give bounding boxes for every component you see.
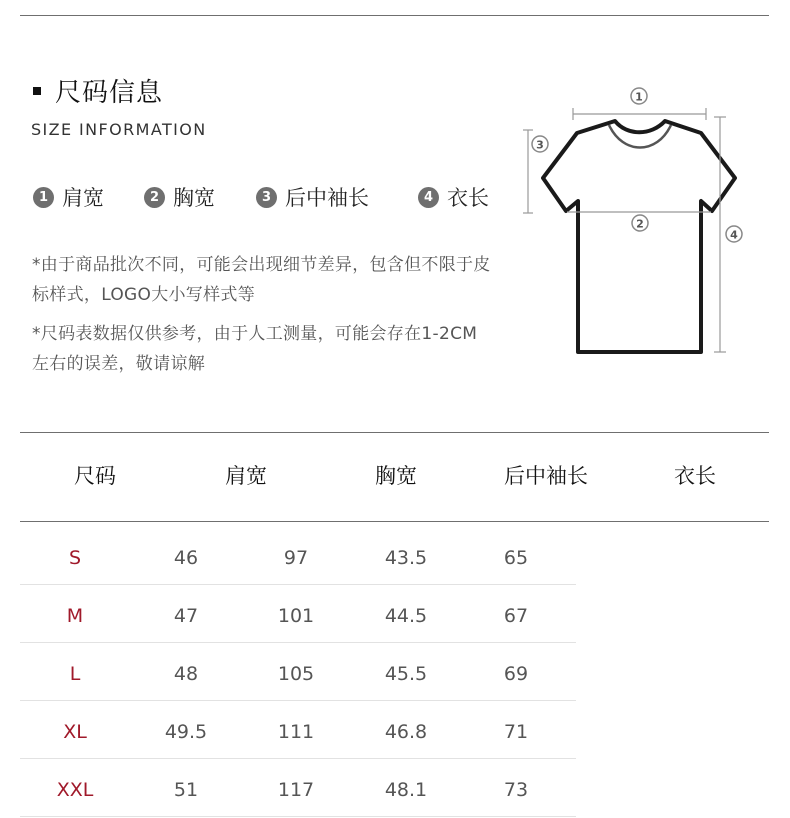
tshirt-outline-icon bbox=[543, 121, 735, 352]
svg-text:1: 1 bbox=[635, 90, 643, 104]
table-cell: 47 bbox=[173, 605, 199, 627]
table-cell: 69 bbox=[503, 663, 529, 685]
table-cell: 65 bbox=[503, 547, 529, 569]
table-top-divider bbox=[20, 432, 769, 433]
table-cell: 71 bbox=[503, 721, 529, 743]
marker-3-icon: 3 bbox=[256, 187, 277, 208]
table-cell: 111 bbox=[277, 721, 315, 743]
disclaimer-measurement: *尺码表数据仅供参考，由于人工测量，可能会存在1-2CM左右的误差，敬请谅解 bbox=[32, 324, 478, 374]
diagram-marker-2 bbox=[632, 215, 648, 231]
marker-2-icon: 2 bbox=[144, 187, 165, 208]
table-cell: 48.1 bbox=[384, 779, 428, 801]
table-cell: 67 bbox=[503, 605, 529, 627]
legend-label: 衣长 bbox=[447, 186, 489, 210]
diagram-marker-1 bbox=[631, 88, 647, 104]
table-row bbox=[20, 759, 576, 817]
marker-4-icon: 4 bbox=[418, 187, 439, 208]
marker-1-icon: 1 bbox=[33, 187, 54, 208]
legend-label: 胸宽 bbox=[173, 186, 215, 210]
table-cell: 43.5 bbox=[384, 547, 428, 569]
section-title bbox=[33, 72, 163, 109]
size-cell: L bbox=[69, 663, 81, 685]
table-cell: 45.5 bbox=[384, 663, 428, 685]
table-cell: 51 bbox=[173, 779, 199, 801]
svg-text:3: 3 bbox=[536, 138, 544, 152]
square-bullet-icon bbox=[33, 87, 41, 95]
tshirt-measurement-diagram bbox=[515, 80, 775, 370]
table-cell: 97 bbox=[283, 547, 309, 569]
table-row bbox=[20, 585, 576, 643]
legend-label: 后中袖长 bbox=[285, 186, 369, 210]
legend-item-chest bbox=[144, 182, 215, 212]
header-size: 尺码 bbox=[74, 464, 116, 488]
size-cell: XXL bbox=[56, 779, 94, 801]
table-row bbox=[20, 701, 576, 759]
disclaimer-batch: *由于商品批次不同，可能会出现细节差异，包含但不限于皮标样式，LOGO大小写样式等 bbox=[32, 255, 491, 305]
legend-item-shoulder bbox=[33, 182, 104, 212]
legend-label: 肩宽 bbox=[62, 186, 104, 210]
diagram-marker-4 bbox=[726, 226, 742, 242]
table-cell: 105 bbox=[277, 663, 315, 685]
table-cell: 44.5 bbox=[384, 605, 428, 627]
table-cell: 49.5 bbox=[164, 721, 208, 743]
table-header-divider bbox=[20, 521, 769, 522]
header-chest: 胸宽 bbox=[375, 464, 417, 488]
legend-item-sleeve bbox=[256, 182, 369, 212]
diagram-marker-3 bbox=[532, 136, 548, 152]
size-cell: XL bbox=[63, 721, 87, 743]
legend-item-length bbox=[418, 182, 489, 212]
svg-text:2: 2 bbox=[636, 217, 644, 231]
table-row bbox=[20, 527, 576, 585]
table-cell: 117 bbox=[277, 779, 315, 801]
table-cell: 101 bbox=[277, 605, 315, 627]
header-sleeve: 后中袖长 bbox=[504, 464, 588, 488]
table-row bbox=[20, 643, 576, 701]
section-title-text: 尺码信息 bbox=[55, 78, 164, 108]
top-divider bbox=[20, 15, 769, 16]
table-cell: 46 bbox=[173, 547, 199, 569]
header-shoulder: 肩宽 bbox=[225, 464, 267, 488]
table-cell: 48 bbox=[173, 663, 199, 685]
section-subtitle: SIZE INFORMATION bbox=[31, 120, 207, 139]
svg-text:4: 4 bbox=[730, 228, 738, 242]
size-cell: M bbox=[66, 605, 84, 627]
header-length: 衣长 bbox=[674, 464, 716, 488]
table-cell: 46.8 bbox=[384, 721, 428, 743]
table-cell: 73 bbox=[503, 779, 529, 801]
size-cell: S bbox=[68, 547, 82, 569]
shoulder-measure-line bbox=[573, 108, 706, 120]
row-divider bbox=[20, 816, 576, 817]
